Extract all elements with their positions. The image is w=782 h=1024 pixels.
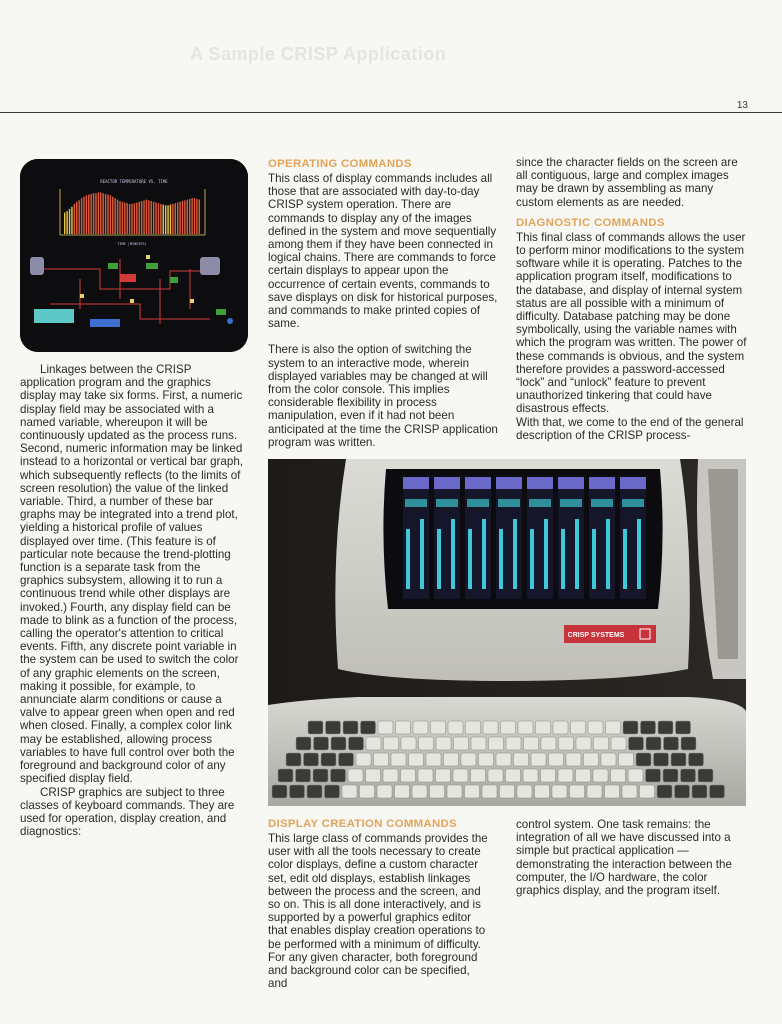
chart-bar [81,198,82,234]
chart-bar [86,195,87,234]
chart-bar [148,200,149,234]
display-creation-commands-heading: DISPLAY CREATION COMMANDS [268,818,457,830]
crisp-systems-badge: CRISP SYSTEMS [567,632,625,639]
chart-bar [117,200,118,234]
chart-bar [141,201,142,234]
integration-paragraph: control system. One task remains: the integration of all we have discussed into a simple but practical application — demonstrating the interaction between the computer, the I/O hardware, the color graphics display, and the program itself. [516,818,732,898]
chart-bar [172,204,173,234]
chart-bar [165,205,166,234]
chart-bar [189,199,190,234]
chart-bar [112,197,113,234]
diagnostic-commands-paragraph: This final class of commands allows the user to perform minor modifications to the system software while it is operating. Patches to the application program itself, modifications to the database, and display of internal system status are all possible with a minimum of difficulty. Database patching may be done symbolically, using the variable names with which the program was written. The power of these commands is obvious, and the system therefore provides a password-accessed “lock” and “unlock” feature to prevent unauthorized tinkering that could have disastrous effects. [516,230,747,416]
chart-bar [160,204,161,234]
chart-bar [88,195,89,234]
chart-bar [199,200,200,234]
chart-bar [69,209,70,234]
chart-bar [105,194,106,234]
chart-bar [126,203,127,234]
chart-bar [90,194,91,234]
chart-bar [122,202,123,234]
chart-bar [155,202,156,234]
operating-commands-paragraph: This class of display commands includes all those that are associated with day-to-day CRISP system operation. There are commands to display any of the images defined in the system and move sequentially among them if they have been connected in logical chains. There are commands to force certain displays to appear upon the occurrence of certain events, commands to save displays on disk for historical purposes, and commands to make printed copies of same. [268,172,498,331]
chart-bar [139,202,140,234]
chart-bar [66,211,67,234]
crisp-terminal-graphic [268,459,746,806]
chart-bar [182,201,183,234]
chart-bar [170,205,171,234]
chart-bar [146,200,147,234]
column-bottom-right [516,818,742,897]
chart-bar [179,202,180,234]
chart-bar [175,203,176,234]
column-middle [268,158,498,449]
column-left [20,363,246,838]
chart-bar [187,200,188,234]
chart-bar [167,205,168,234]
crisp-terminal-photo [268,459,746,806]
column-right [516,156,748,442]
chart-bar [158,203,159,234]
chart-bar [129,204,130,234]
header-rule [0,112,782,113]
chart-bar [71,207,72,234]
chart-bar [83,197,84,234]
chart-bar [194,198,195,234]
crt-display-graphic [20,159,248,352]
chart-bar [163,205,164,234]
chart-bar [64,213,65,235]
crt-display-photo [20,159,248,352]
character-fields-paragraph: since the character fields on the screen are all contiguous, large and complex images may be drawn by assembling as many custom elements as are needed. [516,156,738,209]
chart-bar [151,201,152,234]
chart-bar [131,204,132,234]
chart-bar [136,202,137,234]
chart-bar [124,202,125,234]
operating-commands-heading: OPERATING COMMANDS [268,158,412,170]
process-description-paragraph: With that, we come to the end of the general description of the CRISP process- [516,415,744,442]
chart-bar [76,202,77,234]
page-number: 13 [736,100,748,111]
chart-bar [74,204,75,234]
crt-axis-label: TIME (MINUTES) [117,242,147,246]
display-creation-paragraph: This large class of commands provides the user with all the tools necessary to create color displays, define a custom character set, edit old displays, establish linkages between the process and the screen, and so on. This is all done interactively, and is supported by a powerful graphics editor that enables display creation operations to be performed with a minimum of difficulty. For any given character, both foreground and background color can be specified, and [268,832,488,991]
diagnostic-commands-heading: DIAGNOSTIC COMMANDS [516,216,665,229]
ghost-heading: A Sample CRISP Application [190,44,447,64]
chart-bar [98,192,99,234]
chart-bar [177,202,178,234]
chart-bar [100,192,101,234]
chart-bar [153,202,154,234]
chart-bar [191,198,192,234]
chart-bar [95,193,96,234]
keyboard-commands-paragraph: CRISP graphics are subject to three classes of keyboard commands. They are used for operation, display creation, and diagnostics: [20,785,235,839]
chart-bar [184,200,185,234]
chart-bar [143,200,144,234]
chart-bar [78,200,79,234]
chart-bar [110,195,111,234]
chart-bar [196,199,197,234]
chart-bar [93,193,94,234]
interactive-mode-paragraph: There is also the option of switching the system to an interactive mode, wherein displayed variables may be changed at will from the color console. This implies considerable flexibility in process manipulation, even if it had not been anticipated at the time the CRISP application program was written. [268,343,498,449]
chart-bar [119,201,120,234]
chart-bar [114,198,115,234]
crt-chart-title: REACTOR TEMPERATURE VS. TIME [100,179,168,184]
column-bottom-middle [268,818,490,990]
chart-bar [134,203,135,234]
chart-bar [107,195,108,234]
linkages-paragraph: Linkages between the CRISP application program and the graphics display may take six forms. First, a numeric display field may be associated with a named variable, whereupon it will be continuously updated as the process runs. Second, numeric information may be linked instead to a horizontal or vertical bar graph, which subsequently reflects (to the limits of screen resolution) the value of the linked variable. Third, a number of these bar graphs may be integrated into a trend plot, yielding a historical profile of values displayed over time. (This feature is of particular note because the trend-plotting function is a separate task from the graphics subsystem, allowing it to run a continuous trend while other displays are invoked.) Fourth, any display field can be made to blink as a function of the process, calling the operator's attention to critical events. Fifth, any discrete point variable in the system can be used to switch the color of any graphic elements on the screen, making it possible, for example, to annunciate alarm conditions or cause a valve to appear green when open and red when closed. Finally, a complex color link may be established, allowing process variables to have full control over both the foreground and background color of any specified display field. [20,363,243,786]
chart-bar [102,193,103,234]
